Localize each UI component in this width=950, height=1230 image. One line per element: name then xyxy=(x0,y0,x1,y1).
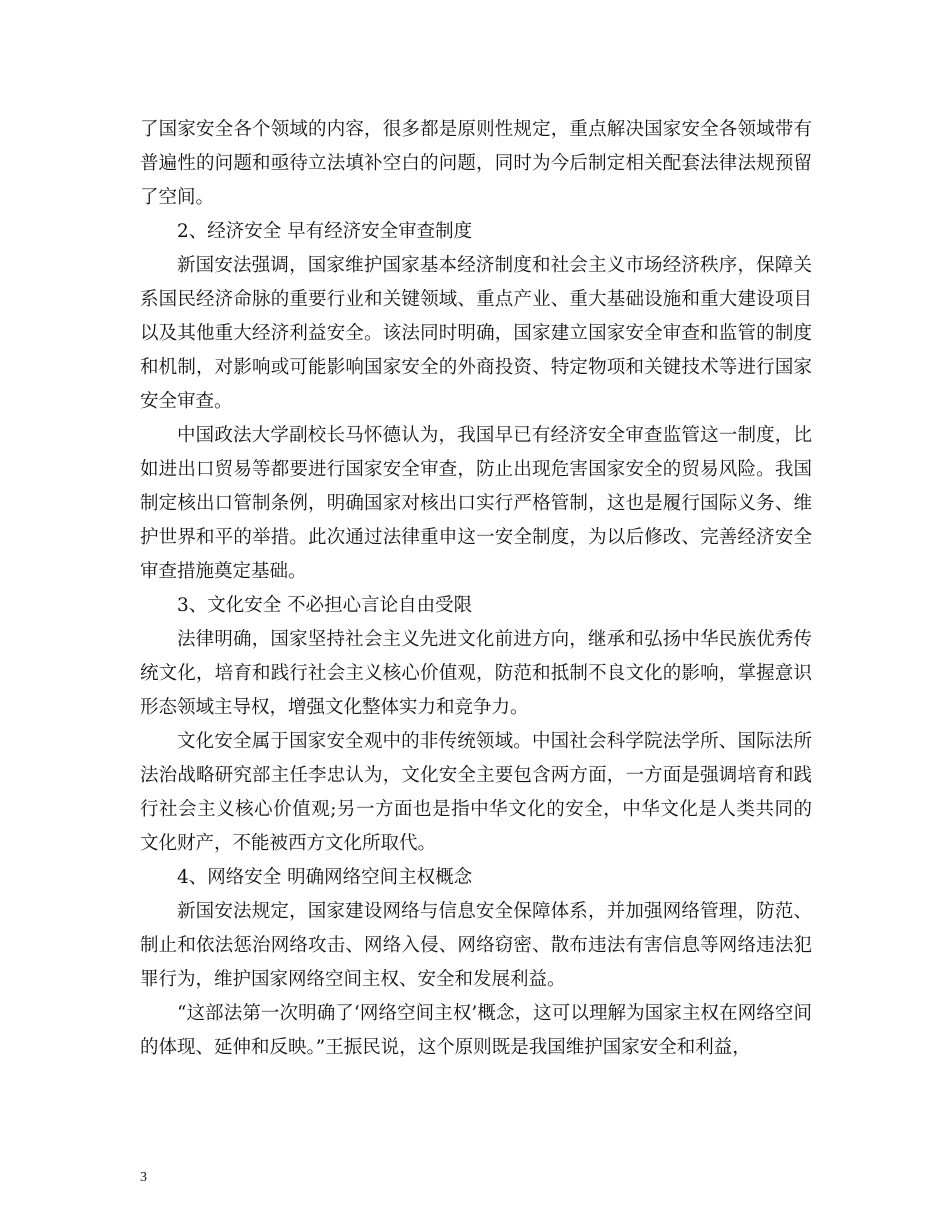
paragraph: 新国安法规定，国家建设网络与信息安全保障体系，并加强网络管理，防范、制止和依法惩治网络攻击、网络入侵、网络窃密、散布违法有害信息等网络违法犯罪行为，维护国家网络空间主权、安全和发展利益。 xyxy=(140,901,812,990)
section-heading-network-security: 4、网络安全 明确网络空间主权概念 xyxy=(177,867,473,888)
section-heading-economic-security: 2、经济安全 早有经济安全审查制度 xyxy=(177,221,473,242)
paragraph-continuation: 了国家安全各个领域的内容，很多都是原则性规定，重点解决国家安全各领域带有普遍性的问题和亟待立法填补空白的问题，同时为今后制定相关配套法律法规预留了空间。 xyxy=(140,119,812,208)
document-body xyxy=(140,113,812,1065)
paragraph: 文化安全属于国家安全观中的非传统领域。中国社会科学院法学所、国际法所法治战略研究部主任李忠认为，文化安全主要包含两方面，一方面是强调培育和践行社会主义核心价值观;另一方面也是指中华文化的安全，中华文化是人类共同的文化财产，不能被西方文化所取代。 xyxy=(140,731,812,854)
paragraph: 中国政法大学副校长马怀德认为，我国早已有经济安全审查监管这一制度，比如进出口贸易等都要进行国家安全审查，防止出现危害国家安全的贸易风险。我国制定核出口管制条例，明确国家对核出口实行严格管制，这也是履行国际义务、维护世界和平的举措。此次通过法律重申这一安全制度，为以后修改、完善经济安全审查措施奠定基础。 xyxy=(140,425,812,582)
section-heading-cultural-security: 3、文化安全 不必担心言论自由受限 xyxy=(177,595,473,616)
paragraph: “这部法第一次明确了‘网络空间主权’概念，这可以理解为国家主权在网络空间的体现、延伸和反映。”王振民说，这个原则既是我国维护国家安全和利益， xyxy=(140,1003,812,1058)
page-number: 3 xyxy=(140,1170,147,1185)
paragraph: 新国安法强调，国家维护国家基本经济制度和社会主义市场经济秩序，保障关系国民经济命脉的重要行业和关键领域、重点产业、重大基础设施和重大建设项目以及其他重大经济利益安全。该法同时明确，国家建立国家安全审查和监管的制度和机制，对影响或可能影响国家安全的外商投资、特定物项和关键技术等进行国家安全审查。 xyxy=(140,255,812,412)
paragraph: 法律明确，国家坚持社会主义先进文化前进方向，继承和弘扬中华民族优秀传统文化，培育和践行社会主义核心价值观，防范和抵制不良文化的影响，掌握意识形态领域主导权，增强文化整体实力和竞争力。 xyxy=(140,629,812,718)
